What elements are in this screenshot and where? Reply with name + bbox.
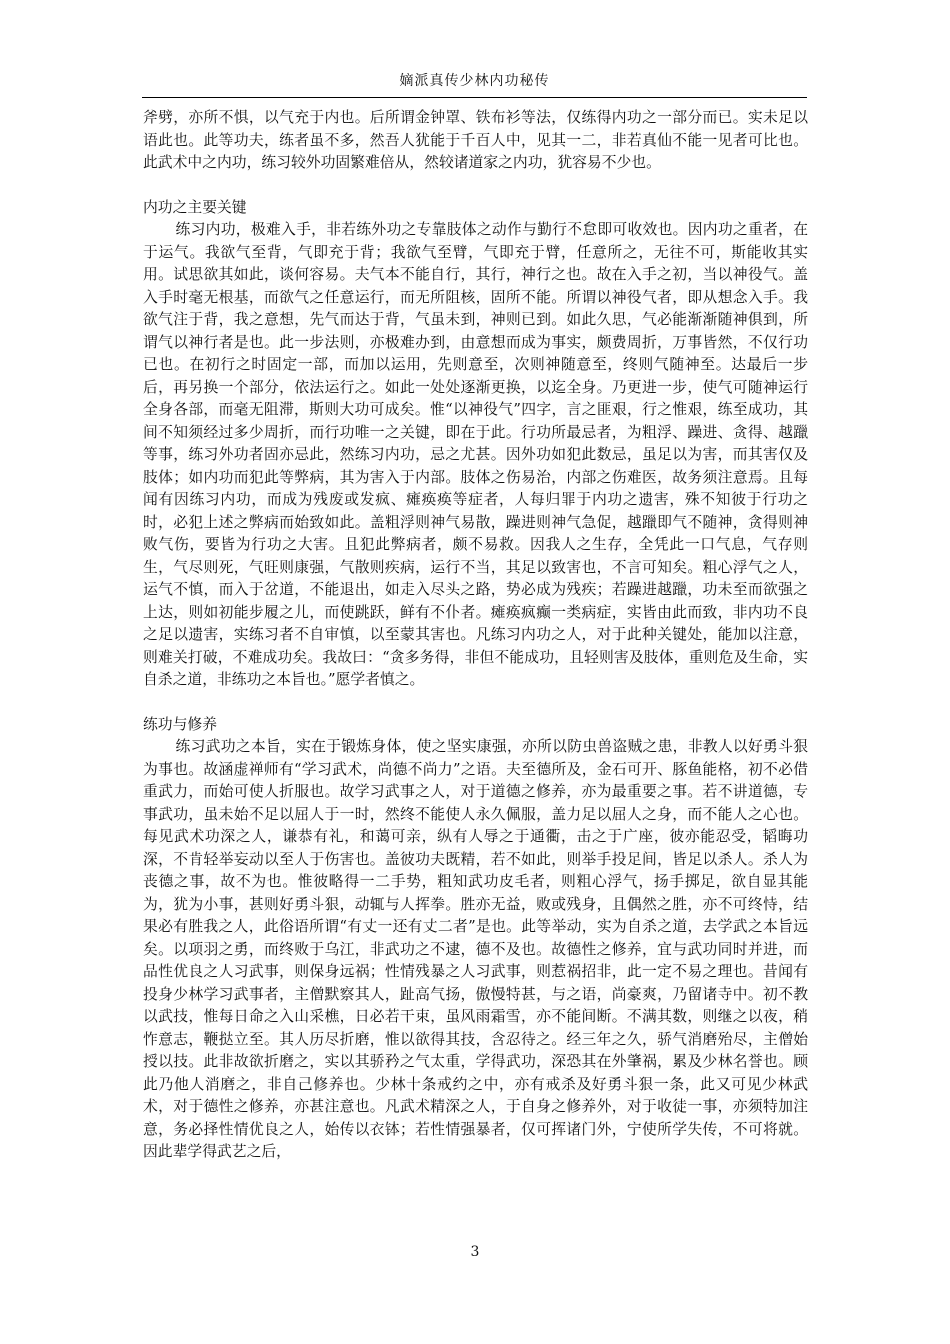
- section-title: 练功与修养: [143, 715, 217, 733]
- header-rule: [142, 97, 807, 98]
- section-paragraph: 练习武功之本旨，实在于锻炼身体，使之坚实康强，亦所以防虫兽盗贼之患，非教人以好勇斗狠为事也。故涵虚禅师有“学习武术，尚德不尚力”之语。夫至德所及，金石可开、豚鱼能格，初不必借重武力，而始可使人折服也。故学习武事之人，对于道德之修养，亦为最重要之事。若不讲道德，专事武功，虽未始不足以屈人于一时，然终不能使人永久佩服，盖力足以屈人之身，而不能人之心也。每见武术功深之人，谦恭有礼，和蔼可亲，纵有人辱之于通衢，击之于广座，彼亦能忍受，韬晦功深，不肯轻举妄动以至人于伤害也。盖彼功夫既精，若不如此，则举手投足间，皆足以杀人。杀人为丧德之事，故不为也。惟彼略得一二手势，粗知武功皮毛者，则粗心浮气，扬手掷足，欲自显其能为，犹为小事，甚则好勇斗狠，动辄与人挥拳。胜亦无益，败或残身，且偶然之胜，亦不可终恃，结果必有胜我之人，此俗语所谓“有丈一还有丈二者”是也。此等举动，实为自杀之道，去学武之本旨远矣。以项羽之勇，而终败于乌江，非武功之不逮，德不及也。故德性之修养，宜与武功同时并进，而品性优良之人习武事，则保身远祸；性情残暴之人习武事，则惹祸招非，此一定不易之理也。昔闻有投身少林学习武事者，主僧默察其人，趾高气扬，傲慢特甚，与之语，尚豪爽，乃留诸寺中。初不教以武技，惟每日命之入山采樵，日必若干束，虽风雨霜雪，亦不能间断。不满其数，则继之以夜，稍怍意志，鞭挞立至。其人历尽折磨，惟以欲得其技，含忍待之。经三年之久，骄气消磨殆尽，主僧始授以技。此非故欲折磨之，实以其骄矜之气太重，学得武功，深恐其在外肇祸，累及少林名誉也。顾此乃他人消磨之，非自己修养也。少林十条戒约之中，亦有戒杀及好勇斗狠一条，此又可见少林武术，对于德性之修养，亦甚注意也。凡武术精深之人，于自身之修养外，对于收徒一事，亦须特加注意，务必择性情优良之人，始传以衣钵；若性情强暴者，仅可挥诸门外，宁使所学失传，不可将就。因此辈学得武艺之后，: [143, 738, 808, 1160]
- body-text: [143, 107, 808, 1164]
- section-title: 内功之主要关键: [143, 198, 247, 216]
- running-header: 嫡派真传少林内功秘传: [399, 73, 550, 89]
- intro-paragraph: 斧劈，亦所不惧，以气充于内也。后所谓金钟罩、铁布衫等法，仅练得内功之一部分而已。实未足以语此也。此等功夫，练者虽不多，然吾人犹能于千百人中，见其一二，非若真仙不能一见者可比也。此武术中之内功，练习较外功固繁难倍从，然较诸道家之内功，犹容易不少也。: [143, 109, 808, 171]
- page-number: 3: [470, 1244, 480, 1260]
- section-paragraph: 练习内功，极难入手，非若练外功之专靠肢体之动作与勤行不怠即可收效也。因内功之重者，在于运气。我欲气至背，气即充于背；我欲气至臂，气即充于臂，任意所之，无往不可，斯能收其实用。试思欲其如此，谈何容易。夫气本不能自行，其行，神行之也。故在入手之初，当以神役气。盖入手时毫无根基，而欲气之任意运行，而无所阻核，固所不能。所谓以神役气者，即从想念入手。我欲气注于背，我之意想，先气而达于背，气虽未到，神则已到。如此久思，气必能渐渐随神俱到，所谓气以神行者是也。此一步法则，亦极难办到，由意想而成为事实，颇费周折，万事皆然，不仅行功已也。在初行之时固定一部，而加以运用，先则意至，次则神随意至，终则气随神至。达最后一步后，再另换一个部分，依法运行之。如此一处处逐渐更换，以迄全身。乃更进一步，使气可随神运行全身各部，而毫无阻滞，斯则大功可成矣。惟“以神役气”四字，言之匪艰，行之惟艰，练至成功，其间不知须经过多少周折，而行功唯一之关键，即在于此。行功所最忌者，为粗浮、躁进、贪得、越躐等事，练习外功者固亦忌此，然练习内功，忌之尤甚。因外功如犯此数忌，虽足以为害，而其害仅及肢体；如内功而犯此等弊病，其为害入于内部。肢体之伤易治，内部之伤难医，故务须注意焉。且每闻有因练习内功，而成为残废或发疯、瘫痪痪等症者，人每归罪于内功之遗害，殊不知彼于行功之时，必犯上述之弊病而始致如此。盖粗浮则神气易散，躁进则神气急促，越躐即气不随神，贪得则神败气伤，要皆为行功之大害。且犯此弊病者，颇不易救。因我人之生存，全凭此一口气息，气存则生，气尽则死，气旺则康强，气散则疾病，运行不当，其足以致害也，不言可知矣。粗心浮气之人，运气不慎，而入于岔道，不能退出，如走入尽头之路，势必成为残疾；若躁进越躐，功未至而欲强之上达，则如初能步履之儿，而使跳跃，鲜有不仆者。瘫痪疯癫一类病症，实皆由此而致，非内功不良之足以遗害，实练习者不自审慎，以至蒙其害也。凡练习内功之人，对于此种关键处，能加以注意，则难关打破，不难成功矣。我故曰：“贪多务得，非但不能成功，且轻则害及肢体，重则危及生命，实自杀之道，非练功之本旨也。”愿学者慎之。: [143, 221, 808, 688]
